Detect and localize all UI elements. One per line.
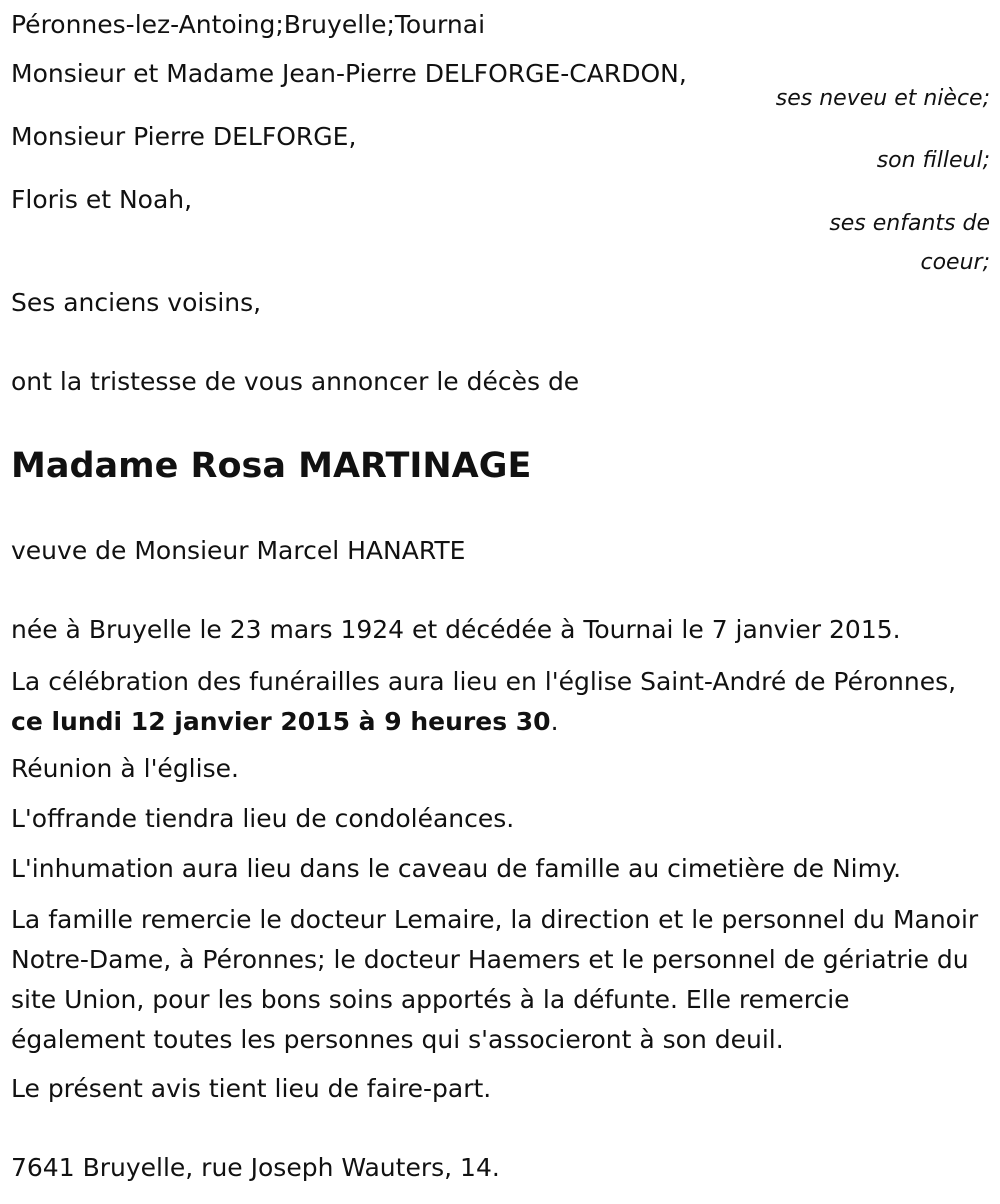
funeral-text: La célébration des funérailles aura lieu en l'église Saint-André de Péronnes, <box>11 667 957 696</box>
places-line: Péronnes-lez-Antoing;Bruyelle;Tournai <box>11 10 486 39</box>
funeral-date: ce lundi 12 janvier 2015 à 9 heures 30 <box>11 707 551 736</box>
burial-note: L'inhumation aura lieu dans le caveau de famille au cimetière de Nimy. <box>11 854 902 883</box>
widow-of-line: veuve de Monsieur Marcel HANARTE <box>11 536 466 565</box>
funeral-paragraph <box>11 662 991 742</box>
offering-note: L'offrande tiendra lieu de condoléances. <box>11 804 515 833</box>
family-member-2: Monsieur Pierre DELFORGE, <box>11 122 357 151</box>
notice-line: Le présent avis tient lieu de faire-part. <box>11 1074 492 1103</box>
funeral-end: . <box>550 707 559 736</box>
family-relation-3-line1: ses enfants de <box>829 211 990 236</box>
address-line: 7641 Bruyelle, rue Joseph Wauters, 14. <box>11 1153 500 1182</box>
family-member-4: Ses anciens voisins, <box>11 288 262 317</box>
birth-death-line: née à Bruyelle le 23 mars 1924 et décédée à Tournai le 7 janvier 2015. <box>11 615 901 644</box>
family-relation-1: ses neveu et nièce; <box>775 86 990 111</box>
family-member-1: Monsieur et Madame Jean-Pierre DELFORGE-CARDON, <box>11 59 687 88</box>
family-relation-2: son filleul; <box>876 148 990 173</box>
meeting-note: Réunion à l'église. <box>11 754 239 783</box>
family-member-3: Floris et Noah, <box>11 185 193 214</box>
deceased-name: Madame Rosa MARTINAGE <box>11 446 532 486</box>
thanks-paragraph: La famille remercie le docteur Lemaire, la direction et le personnel du Manoir Notre-Dame, à Péronnes; le docteur Haemers et le personnel de gériatrie du site Union, pour les bons soins apportés à la défunte. Elle remercie également toutes les personnes qui s'associeront à son deuil. <box>11 905 979 1054</box>
family-relation-3-line2: coeur; <box>920 250 990 275</box>
announcement-intro: ont la tristesse de vous annoncer le décès de <box>11 367 580 396</box>
